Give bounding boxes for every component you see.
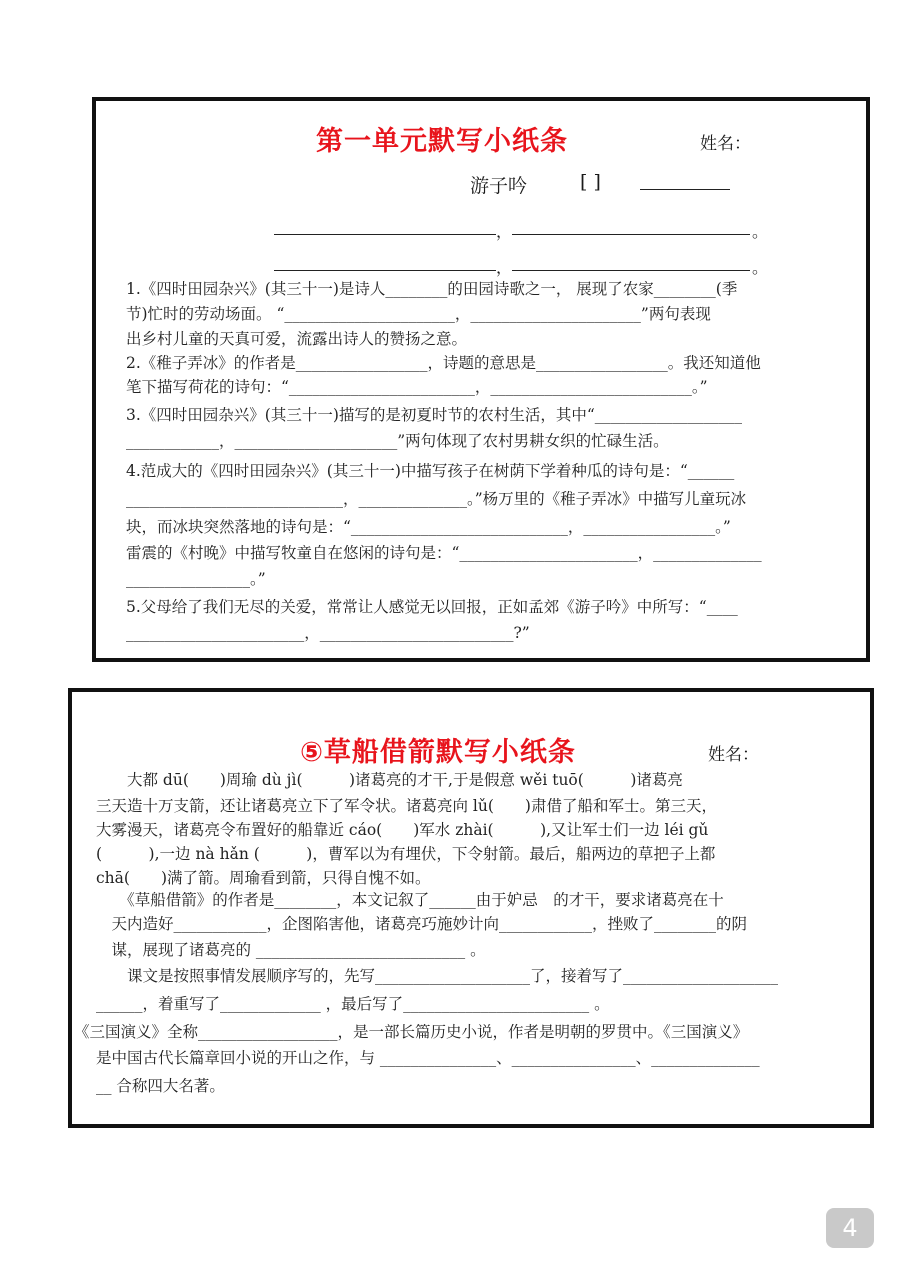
- poem-author-brackets: [ ]: [580, 171, 601, 193]
- author-blank[interactable]: [640, 189, 730, 190]
- passage-line: chā( )满了箭。周瑜看到箭，只得自愧不如。: [96, 869, 431, 887]
- poem-line-blank[interactable]: [512, 234, 750, 235]
- question-line: 4.范成大的《四时田园杂兴》(其三十一)中描写孩子在树荫下学着种瓜的诗句是：“______: [126, 462, 735, 480]
- card-title: 第一单元默写小纸条: [316, 126, 568, 157]
- question-line: 块，而冰块突然落地的诗句是：“____________________________，_________________。”: [126, 518, 731, 536]
- poem-line-blank[interactable]: [274, 234, 496, 235]
- passage-line: 是中国古代长篇章回小说的开山之作，与 _______________、________________、______________: [96, 1049, 760, 1067]
- question-line: 节)忙时的劳动场面。 “______________________，______________________”两句表现: [126, 305, 711, 323]
- question-line: 出乡村儿童的天真可爱，流露出诗人的赞扬之意。: [126, 330, 468, 348]
- question-line: 3.《四时田园杂兴》(其三十一)描写的是初夏时节的农村生活，其中“___________________: [126, 406, 743, 424]
- passage-line: 《三国演义》全称__________________，是一部长篇历史小说，作者是明朝的罗贯中。《三国演义》: [74, 1023, 749, 1041]
- passage-line: __ 合称四大名著。: [96, 1077, 225, 1095]
- question-line: 雷震的《村晚》中描写牧童自在悠闲的诗句是：“_______________________，______________: [126, 544, 762, 562]
- dictation-card-unit1: [92, 97, 870, 662]
- poem-period: 。: [752, 258, 769, 277]
- passage-line: 《草船借箭》的作者是________，本文记叙了______由于妒忌 的才干，要求诸葛亮在十: [96, 891, 724, 909]
- name-label: 姓名：: [708, 745, 759, 765]
- page-number-badge: 4: [826, 1208, 874, 1248]
- passage-line: 课文是按照事情发展顺序写的，先写____________________了，接着写了____________________: [96, 967, 779, 985]
- poem-comma: ，: [496, 222, 513, 241]
- question-line: 1.《四时田园杂兴》(其三十一)是诗人________的田园诗歌之一， 展现了农家________(季: [126, 280, 738, 298]
- passage-line: 天内造好____________，企图陷害他，诸葛亮巧施妙计向____________，挫败了________的阴: [96, 915, 748, 933]
- question-line: 2.《稚子弄冰》的作者是_________________，诗题的意思是_________________。我还知道他: [126, 354, 761, 372]
- dictation-card-borrowing-arrows: [68, 688, 874, 1128]
- passage-line: ( ),一边 nà hǎn ( )，曹军以为有埋伏，下令射箭。最后，船两边的草把子上都: [96, 845, 716, 863]
- question-line: ____________，_____________________”两句体现了农村男耕女织的忙碌生活。: [126, 432, 669, 450]
- poem-line-blank[interactable]: [274, 270, 496, 271]
- name-label: 姓名：: [700, 134, 751, 154]
- passage-line: ______，着重写了_____________ ，最后写了________________________ 。: [96, 995, 610, 1013]
- passage-line: 谋，展现了诸葛亮的 ___________________________ 。: [96, 941, 486, 959]
- passage-line: 大雾漫天，诸葛亮令布置好的船靠近 cáo( )军水 zhài( ),又让军士们一边 léi gǔ: [96, 821, 709, 839]
- passage-line: 三天造十万支箭，还让诸葛亮立下了军令状。诸葛亮向 lǔ( )肃借了船和军士。第三天，: [96, 797, 717, 815]
- poem-title: 游子吟: [470, 175, 528, 197]
- poem-period: 。: [752, 222, 769, 241]
- card-title: ⑤草船借箭默写小纸条: [300, 737, 576, 768]
- question-line: ________________。”: [126, 570, 266, 588]
- question-line: ____________________________，______________。”杨万里的《稚子弄冰》中描写儿童玩冰: [126, 490, 747, 508]
- passage-line: 大都 dū( )周瑜 dù jì( )诸葛亮的才干,于是假意 wěi tuō( )诸葛亮: [96, 771, 683, 789]
- question-line: 笔下描写荷花的诗句：“________________________，__________________________。”: [126, 378, 708, 396]
- question-line: _______________________，_________________________?”: [126, 624, 530, 642]
- question-line: 5.父母给了我们无尽的关爱，常常让人感觉无以回报，正如孟郊《游子吟》中所写：“____: [126, 598, 738, 616]
- poem-comma: ，: [496, 258, 513, 277]
- poem-line-blank[interactable]: [512, 270, 750, 271]
